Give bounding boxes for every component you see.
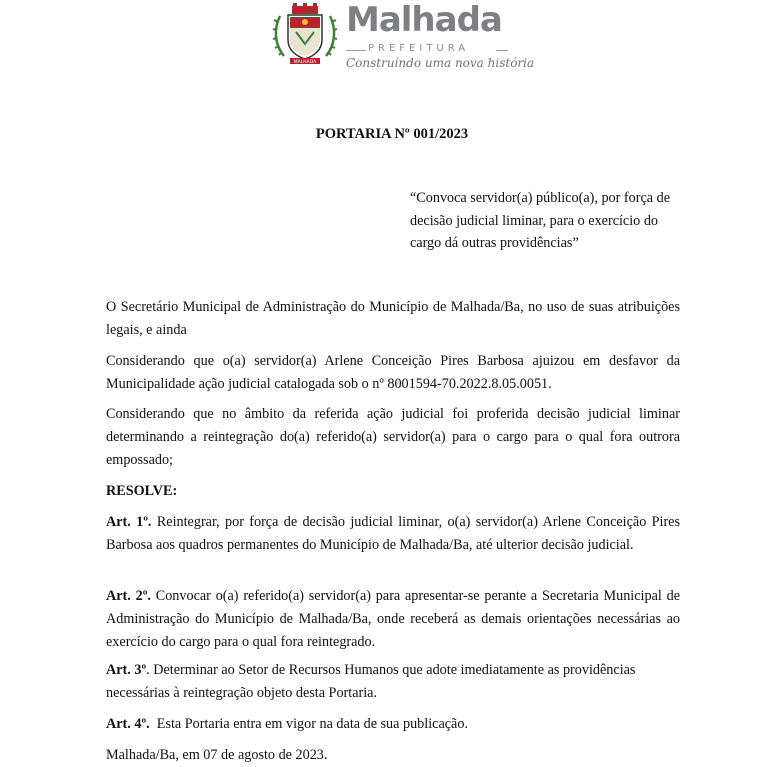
article-1-label: Art. 1º.	[106, 514, 152, 530]
brand-name: Malhada	[346, 0, 502, 40]
closing-line: Malhada/Ba, em 07 de agosto de 2023.	[106, 747, 328, 763]
brand-rule-left	[346, 44, 366, 51]
brand-slogan: Construindo uma nova história	[346, 56, 535, 70]
brand-rule-right	[496, 44, 508, 51]
brand-subtitle: PREFEITURA	[368, 43, 470, 54]
document-ementa: “Convoca servidor(a) público(a), por força de decisão judicial liminar, para o exercício do cargo dá outras providências”	[410, 190, 670, 251]
resolve-heading: RESOLVE:	[106, 483, 178, 499]
article-4-text: Esta Portaria entra em vigor na data de sua publicação.	[149, 716, 468, 732]
article-4-label: Art. 4º.	[106, 716, 150, 732]
article-2-label: Art. 2º.	[106, 588, 151, 604]
article-3	[106, 659, 680, 705]
coat-of-arms-icon	[272, 2, 338, 66]
crest-label: MALHADA	[293, 60, 317, 65]
brand-block	[346, 0, 535, 76]
article-4	[106, 713, 680, 736]
document-title: PORTARIA Nº 001/2023	[315, 126, 469, 142]
article-3-label: Art. 3º	[106, 662, 147, 678]
article-1	[106, 511, 680, 557]
considerando-paragraph-2: Considerando que no âmbito da referida ação judicial foi proferida decisão judicial liminar determinando a reintegração do(a) referido(a) servidor(a) para o cargo para o qual fora outrora empossado;	[106, 406, 680, 468]
considerando-paragraph-1: Considerando que o(a) servidor(a) Arlene Conceição Pires Barbosa ajuizou em desfavor da Municipalidade ação judicial catalogada sob o nº 8001594-70.2022.8.05.0051.	[106, 353, 680, 392]
article-2-text: Convocar o(a) referido(a) servidor(a) para apresentar-se perante a Secretaria Municipal de Administração do Município de Malhada/Ba, onde receberá as demais orientações necessárias ao exercício do cargo para o qual fora reintegrado.	[106, 588, 680, 650]
intro-paragraph: O Secretário Municipal de Administração do Município de Malhada/Ba, no uso de suas atribuições legais, e ainda	[106, 299, 680, 338]
article-1-text: Reintegrar, por força de decisão judicial liminar, o(a) servidor(a) Arlene Conceição Pires Barbosa aos quadros permanentes do Município de Malhada/Ba, até ulterior decisão judicial.	[106, 514, 681, 553]
article-3-text: . Determinar ao Setor de Recursos Humanos que adote imediatamente as providências necessárias à reintegração objeto desta Portaria.	[106, 662, 636, 701]
article-2	[106, 585, 680, 654]
header-logo	[270, 0, 535, 76]
